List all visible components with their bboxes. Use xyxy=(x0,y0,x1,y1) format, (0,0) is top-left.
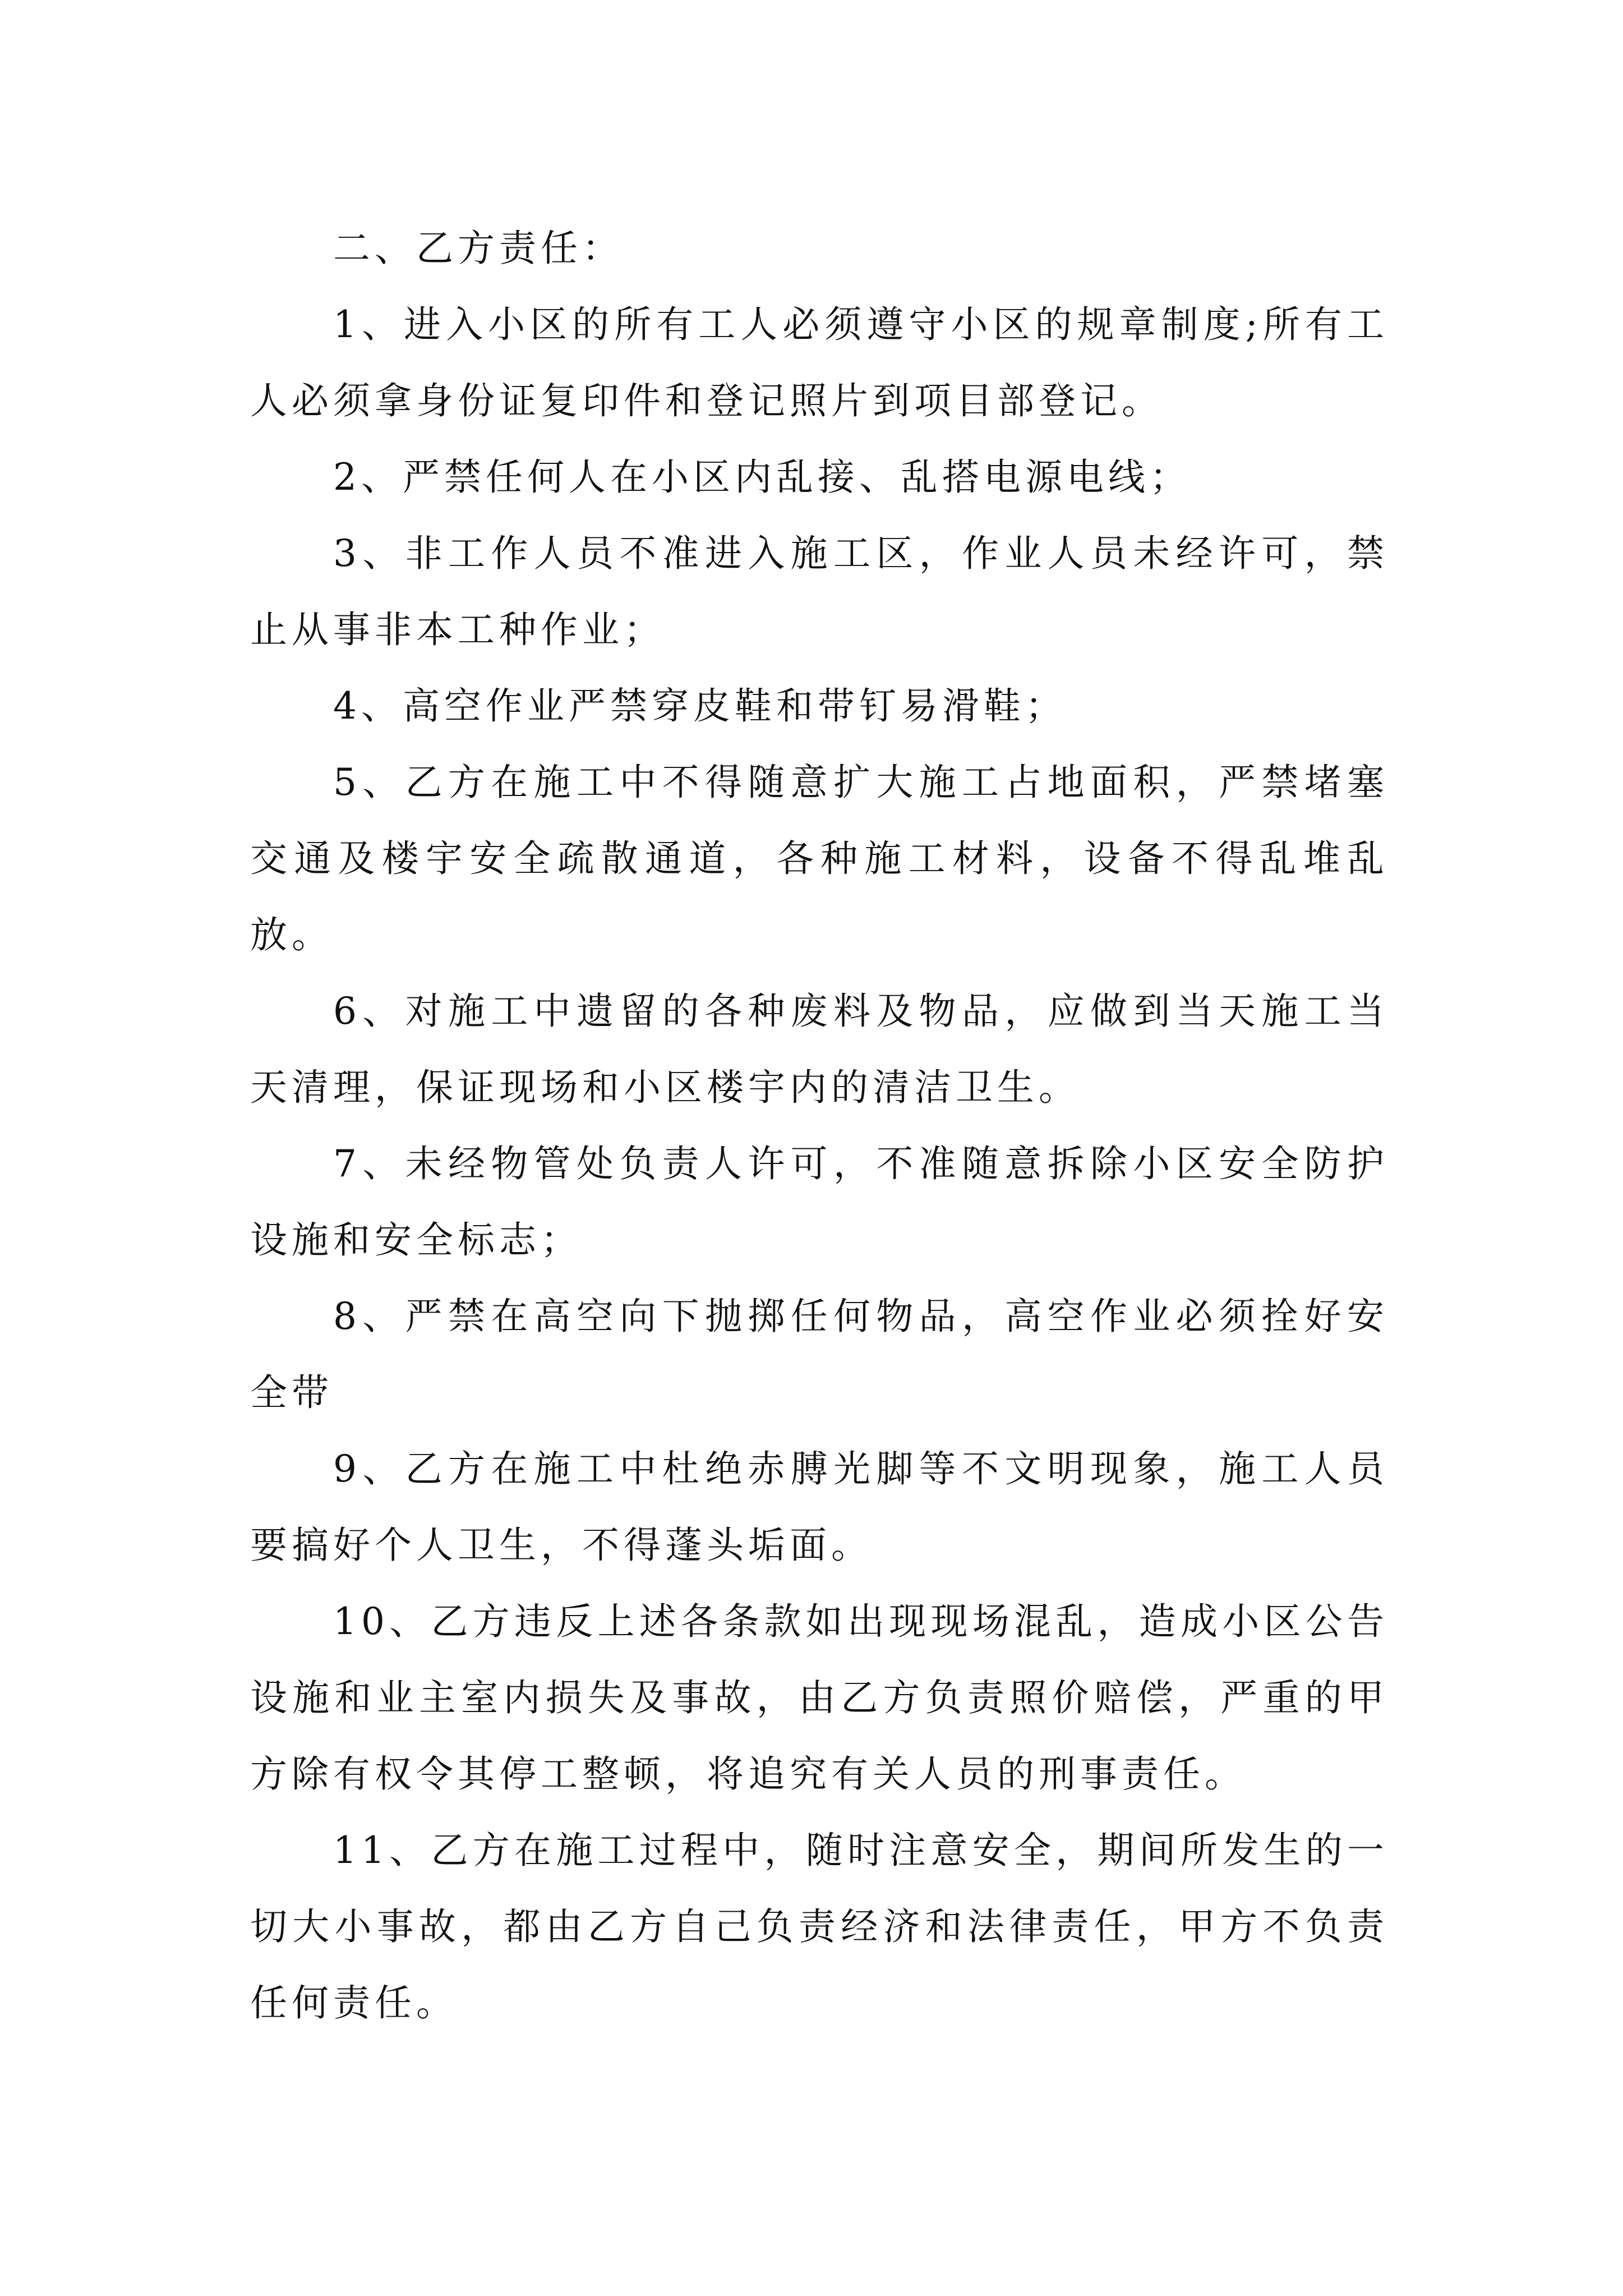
clause-6: 6、对施工中遗留的各种废料及物品，应做到当天施工当天清理，保证现场和小区楼宇内的清洁卫生。 xyxy=(250,990,1389,1109)
clause-7: 7、未经物管处负责人许可，不准随意拆除小区安全防护设施和安全标志； xyxy=(250,1142,1389,1262)
clause-11: 11、乙方在施工过程中，随时注意安全，期间所发生的一切大小事故，都由乙方自己负责经济和法律责任，甲方不负责任何责任。 xyxy=(250,1829,1389,2024)
clause-4: 4、高空作业严禁穿皮鞋和带钉易滑鞋； xyxy=(333,684,1067,728)
clause-10: 10、乙方违反上述各条款如出现现场混乱，造成小区公告设施和业主室内损失及事故，由乙方负责照价赔偿，严重的甲方除有权令其停工整顿，将追究有关人员的刑事责任。 xyxy=(250,1600,1389,1796)
clause-8: 8、严禁在高空向下抛掷任何物品，高空作业必须拴好安全带 xyxy=(250,1295,1389,1414)
document-body xyxy=(250,210,1389,2041)
section-heading: 二、乙方责任： xyxy=(333,227,624,270)
clause-9: 9、乙方在施工中杜绝赤膊光脚等不文明现象，施工人员要搞好个人卫生，不得蓬头垢面。 xyxy=(250,1447,1389,1567)
clause-3: 3、非工作人员不准进入施工区，作业人员未经许可，禁止从事非本工种作业； xyxy=(250,532,1389,651)
clause-2: 2、严禁任何人在小区内乱接、乱搭电源电线； xyxy=(333,455,1191,499)
clause-1: 1、进入小区的所有工人必须遵守小区的规章制度;所有工人必须拿身份证复印件和登记照片到项目部登记。 xyxy=(250,303,1389,422)
clause-5: 5、乙方在施工中不得随意扩大施工占地面积，严禁堵塞交通及楼宇安全疏散通道，各种施工材料，设备不得乱堆乱放。 xyxy=(250,761,1389,956)
